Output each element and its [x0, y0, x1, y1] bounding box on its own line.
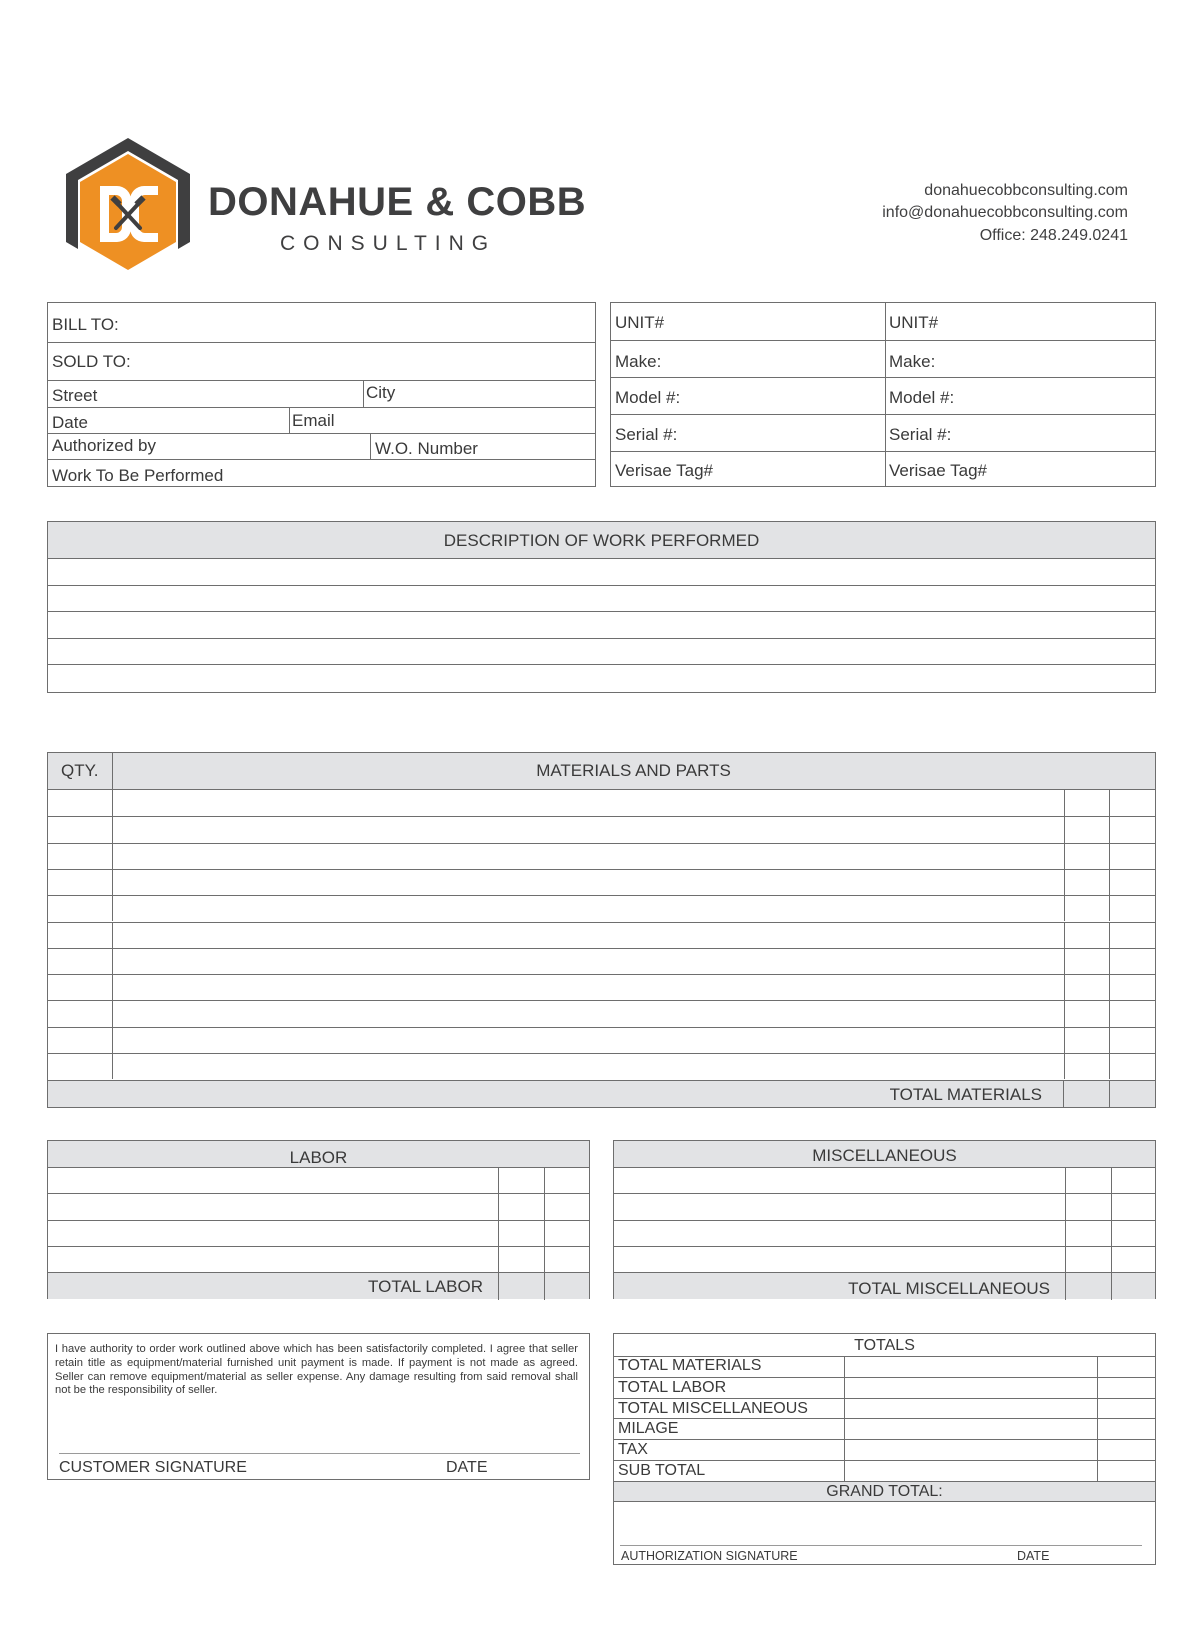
company-logo	[60, 134, 196, 270]
labor-header: LABOR	[289, 1148, 348, 1167]
grand-total-row	[614, 1481, 1155, 1502]
qty-header: QTY.	[61, 761, 99, 780]
email-label: Email	[292, 411, 335, 430]
customer-signature-field[interactable]	[59, 1414, 580, 1453]
totals-cents-cell[interactable]	[1097, 1378, 1155, 1398]
qty-cell[interactable]	[48, 1054, 112, 1079]
material-cents-cell[interactable]	[1109, 896, 1155, 921]
company-website[interactable]: donahuecobbconsulting.com	[924, 182, 1128, 199]
totals-row-label: TOTAL MATERIALS	[618, 1357, 762, 1374]
agreement-text: I have authority to order work outlined above which has been satisfactorily completed. I agree that seller retain title as equipment/material furnished unit payment is made. If payment is not made as agreed. Seller can remove equipment/material as seller expense. Any damage resulting from said removal shall not be the responsibility of seller.	[55, 1343, 578, 1397]
qty-cell[interactable]	[48, 1028, 112, 1053]
total-materials-row	[48, 1080, 1155, 1107]
material-amount-cell[interactable]	[1064, 790, 1109, 816]
total-materials-amount-field[interactable]	[1064, 1081, 1109, 1107]
misc-line[interactable]	[614, 1168, 1065, 1193]
totals-amount-cell[interactable]	[844, 1356, 1097, 1377]
material-description-cell[interactable]	[112, 790, 1064, 816]
qty-cell[interactable]	[48, 870, 112, 895]
total-misc-amount-field[interactable]	[1066, 1273, 1111, 1299]
material-amount-cell[interactable]	[1064, 975, 1109, 1000]
material-description-cell[interactable]	[112, 817, 1064, 842]
grand-total-label: GRAND TOTAL:	[826, 1483, 943, 1500]
material-amount-cell[interactable]	[1064, 870, 1109, 895]
totals-row	[614, 1460, 1155, 1481]
material-description-cell[interactable]	[112, 844, 1064, 869]
unit-1-number-label: UNIT#	[615, 313, 665, 332]
unit-1-make-label: Make:	[615, 352, 662, 371]
wo-number-field[interactable]	[370, 433, 597, 459]
work-to-be-performed-label: Work To Be Performed	[52, 466, 224, 485]
totals-row-label: TAX	[618, 1441, 648, 1459]
totals-row	[614, 1418, 1155, 1439]
material-amount-cell[interactable]	[1064, 1001, 1109, 1026]
description-line[interactable]	[48, 612, 1155, 638]
materials-row	[48, 1027, 1155, 1053]
material-cents-cell[interactable]	[1109, 1054, 1155, 1079]
authorization-signature-label: AUTHORIZATION SIGNATURE	[621, 1549, 798, 1563]
misc-line[interactable]	[614, 1247, 1065, 1272]
totals-row-label: TOTAL LABOR	[618, 1378, 727, 1396]
material-description-cell[interactable]	[112, 1028, 1064, 1053]
qty-cell[interactable]	[48, 975, 112, 1000]
authorization-signature-field[interactable]	[620, 1504, 1142, 1545]
labor-line[interactable]	[48, 1194, 498, 1220]
total-materials-cents-field[interactable]	[1110, 1081, 1155, 1107]
material-cents-cell[interactable]	[1109, 975, 1155, 1000]
description-line[interactable]	[48, 665, 1155, 693]
description-line[interactable]	[48, 559, 1155, 585]
labor-line[interactable]	[48, 1221, 498, 1246]
company-email[interactable]: info@donahuecobbconsulting.com	[882, 204, 1128, 221]
material-cents-cell[interactable]	[1109, 923, 1155, 948]
misc-line[interactable]	[614, 1194, 1065, 1220]
materials-row	[48, 948, 1155, 974]
materials-row	[48, 1000, 1155, 1026]
totals-row-label: TOTAL MISCELLANEOUS	[618, 1399, 808, 1417]
unit-1-model-label: Model #:	[615, 388, 681, 407]
date-field[interactable]	[48, 407, 289, 433]
materials-table	[47, 752, 1156, 1108]
customer-signature-label: CUSTOMER SIGNATURE	[59, 1459, 247, 1476]
unit-1-tag-label: Verisae Tag#	[615, 461, 713, 480]
material-cents-cell[interactable]	[1109, 1001, 1155, 1026]
unit-2-make-field[interactable]	[885, 340, 1157, 377]
total-labor-row	[48, 1272, 589, 1299]
miscellaneous-header: MISCELLANEOUS	[812, 1146, 957, 1165]
totals-cents-cell[interactable]	[1097, 1356, 1155, 1377]
date-label: Date	[52, 413, 88, 432]
totals-row	[614, 1377, 1155, 1398]
unit-1-tag-field[interactable]	[611, 451, 885, 488]
materials-row	[48, 869, 1155, 895]
totals-amount-cell[interactable]	[844, 1378, 1097, 1398]
qty-cell[interactable]	[48, 817, 112, 842]
unit-2-tag-label: Verisae Tag#	[889, 461, 987, 480]
material-amount-cell[interactable]	[1064, 817, 1109, 842]
material-cents-cell[interactable]	[1109, 817, 1155, 842]
totals-table	[613, 1333, 1156, 1565]
totals-amount-cell[interactable]	[844, 1399, 1097, 1419]
sold-to-label: SOLD TO:	[52, 352, 131, 371]
authorized-by-label: Authorized by	[52, 436, 156, 455]
company-office-phone: Office: 248.249.0241	[979, 227, 1128, 244]
totals-amount-cell[interactable]	[844, 1461, 1097, 1481]
material-cents-cell[interactable]	[1109, 844, 1155, 869]
material-amount-cell[interactable]	[1064, 923, 1109, 948]
labor-line[interactable]	[48, 1247, 498, 1272]
material-amount-cell[interactable]	[1064, 844, 1109, 869]
misc-line[interactable]	[614, 1221, 1065, 1246]
unit-2-make-label: Make:	[889, 352, 936, 371]
material-description-cell[interactable]	[112, 870, 1064, 895]
total-materials-label: TOTAL MATERIALS	[889, 1085, 1042, 1104]
unit-2-serial-field[interactable]	[885, 414, 1157, 451]
unit-1-make-field[interactable]	[611, 340, 885, 377]
sold-to-field[interactable]	[48, 342, 597, 380]
description-line[interactable]	[48, 586, 1155, 611]
description-line[interactable]	[48, 639, 1155, 664]
unit-1-serial-field[interactable]	[611, 414, 885, 451]
total-misc-row	[614, 1272, 1155, 1299]
street-label: Street	[52, 386, 98, 405]
material-description-cell[interactable]	[112, 923, 1064, 948]
materials-row	[48, 974, 1155, 1000]
unit-1-number-field[interactable]	[611, 303, 885, 340]
totals-amount-cell[interactable]	[844, 1440, 1097, 1460]
totals-row-label: MILAGE	[618, 1420, 679, 1438]
material-cents-cell[interactable]	[1109, 949, 1155, 974]
total-labor-amount-field[interactable]	[499, 1273, 544, 1299]
qty-cell[interactable]	[48, 844, 112, 869]
company-subtitle: CONSULTING	[280, 232, 497, 255]
qty-cell[interactable]	[48, 923, 112, 948]
materials-row	[48, 843, 1155, 869]
totals-header: TOTALS	[854, 1337, 915, 1354]
city-field[interactable]	[363, 380, 597, 407]
logo-hexagon-icon	[60, 134, 196, 270]
material-amount-cell[interactable]	[1064, 949, 1109, 974]
unit-1-model-field[interactable]	[611, 377, 885, 414]
material-amount-cell[interactable]	[1064, 1054, 1109, 1079]
material-cents-cell[interactable]	[1109, 790, 1155, 816]
material-description-cell[interactable]	[112, 1054, 1064, 1079]
qty-cell[interactable]	[48, 790, 112, 816]
totals-row	[614, 1398, 1155, 1419]
total-labor-label: TOTAL LABOR	[368, 1277, 483, 1296]
email-field[interactable]	[289, 407, 597, 433]
totals-row	[614, 1439, 1155, 1460]
customer-date-label: DATE	[446, 1459, 488, 1476]
materials-row	[48, 922, 1155, 948]
wo-number-label: W.O. Number	[375, 439, 478, 458]
authorized-by-field[interactable]	[48, 433, 370, 459]
totals-cents-cell[interactable]	[1097, 1461, 1155, 1481]
labor-line[interactable]	[48, 1168, 498, 1193]
company-name: DONAHUE & COBB	[208, 180, 587, 224]
units-box	[610, 302, 1156, 487]
material-description-cell[interactable]	[112, 1001, 1064, 1026]
materials-row	[48, 816, 1155, 842]
qty-cell[interactable]	[48, 1001, 112, 1026]
unit-2-model-label: Model #:	[889, 388, 955, 407]
bill-to-field[interactable]	[48, 303, 597, 342]
totals-row-label: SUB TOTAL	[618, 1462, 706, 1479]
materials-row	[48, 790, 1155, 816]
unit-2-model-field[interactable]	[885, 377, 1157, 414]
qty-cell[interactable]	[48, 896, 112, 921]
totals-row	[614, 1356, 1155, 1377]
unit-2-number-field[interactable]	[885, 303, 1157, 340]
unit-2-tag-field[interactable]	[885, 451, 1157, 488]
materials-header: MATERIALS AND PARTS	[536, 761, 731, 780]
materials-row	[48, 1053, 1155, 1079]
totals-cents-cell[interactable]	[1097, 1419, 1155, 1439]
material-cents-cell[interactable]	[1109, 1028, 1155, 1053]
qty-cell[interactable]	[48, 949, 112, 974]
work-to-be-performed-field[interactable]	[48, 459, 597, 488]
unit-2-number-label: UNIT#	[889, 313, 939, 332]
unit-2-serial-label: Serial #:	[889, 425, 952, 444]
labor-table	[47, 1140, 590, 1299]
total-misc-label: TOTAL MISCELLANEOUS	[848, 1279, 1050, 1298]
material-description-cell[interactable]	[112, 949, 1064, 974]
authorization-date-label: DATE	[1017, 1549, 1050, 1563]
material-description-cell[interactable]	[112, 975, 1064, 1000]
description-box	[47, 521, 1156, 693]
material-cents-cell[interactable]	[1109, 870, 1155, 895]
material-description-cell[interactable]	[112, 896, 1064, 921]
material-amount-cell[interactable]	[1064, 896, 1109, 921]
totals-cents-cell[interactable]	[1097, 1440, 1155, 1460]
bill-to-label: BILL TO:	[52, 315, 119, 334]
agreement-box	[47, 1333, 590, 1480]
material-amount-cell[interactable]	[1064, 1028, 1109, 1053]
customer-info-box	[47, 302, 596, 487]
unit-1-serial-label: Serial #:	[615, 425, 678, 444]
city-label: City	[366, 383, 396, 402]
description-header: DESCRIPTION OF WORK PERFORMED	[443, 531, 760, 550]
materials-row	[48, 895, 1155, 921]
miscellaneous-table	[613, 1140, 1156, 1299]
totals-amount-cell[interactable]	[844, 1419, 1097, 1439]
street-field[interactable]	[48, 380, 363, 407]
totals-cents-cell[interactable]	[1097, 1399, 1155, 1419]
